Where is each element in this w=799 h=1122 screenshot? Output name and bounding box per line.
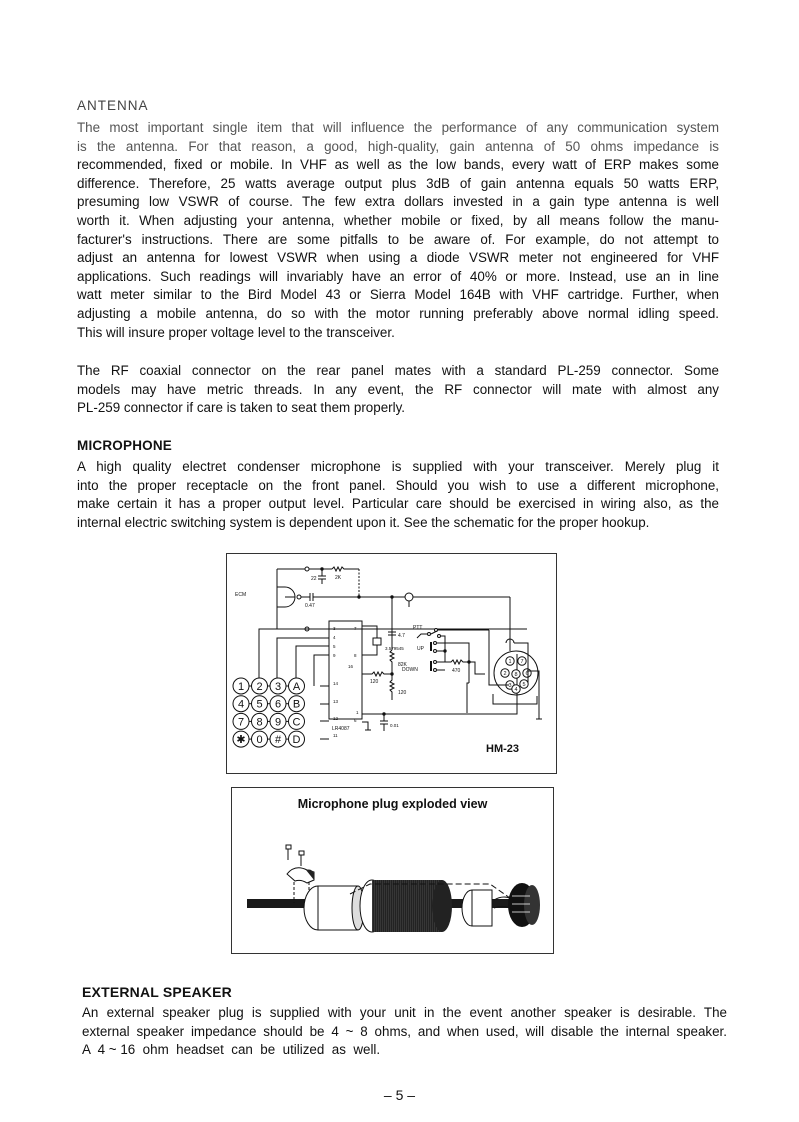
model-label: HM-23 <box>486 743 520 755</box>
keypad-key-label: C <box>292 716 301 729</box>
antenna-paragraph-2 <box>77 362 719 418</box>
text-line: applications. Such readings will invariably have an error of 40% or more. Instead, use an in line <box>77 268 719 284</box>
text-line: is the antenna. For that reason, a good, high-quality, gain antenna of 50 ohms impedance is <box>77 138 719 154</box>
microphone-heading: MICROPHONE <box>77 438 173 453</box>
text-line: adjust an antenna for lowest VSWR when using a diode VSWR meter not engineered for VHF <box>77 250 719 266</box>
text-line: presuming low VSWR of course. The few extra dollars invested in a gain type antenna is well <box>77 194 719 210</box>
svg-text:5: 5 <box>333 644 336 649</box>
svg-text:82K: 82K <box>398 662 407 668</box>
svg-text:PTT: PTT <box>413 625 423 631</box>
svg-text:11: 11 <box>333 733 338 738</box>
svg-text:12: 12 <box>333 716 339 721</box>
svg-text:6: 6 <box>354 718 357 723</box>
schematic-diagram <box>226 553 557 774</box>
svg-text:0.01: 0.01 <box>390 723 399 728</box>
text-line: A high quality electret condenser microphone is supplied with your transceiver. Merely plug it <box>77 459 719 474</box>
connector-pin-label: 5 <box>522 682 526 688</box>
page-number: – 5 – <box>383 1087 416 1103</box>
text-line: The RF coaxial connector on the rear panel mates with a standard PL-259 connector. Some <box>77 363 719 378</box>
text-line: difference. Therefore, 25 watts average output plus 3dB of gain antenna equals 50 watts ERP, <box>77 175 719 191</box>
dtmf-keypad <box>233 678 305 747</box>
keypad-key-label: 6 <box>274 698 282 711</box>
connector-pin-label: 2 <box>503 671 507 677</box>
svg-text:LR4087: LR4087 <box>332 726 350 732</box>
text-line: adjusting a mobile antenna, do so with the motor running preferably above normal idling speed. <box>77 305 719 321</box>
svg-text:14: 14 <box>333 681 339 686</box>
text-line: external speaker impedance should be 4 ~ 8 ohms, and when used, will disable the internal speaker. <box>82 1023 727 1039</box>
connector-pin-label: 6 <box>525 671 529 677</box>
svg-text:8: 8 <box>354 653 357 658</box>
text-line: models may have metric threads. In any event, the RF connector will mate with almost any <box>77 381 719 397</box>
svg-text:3.579545: 3.579545 <box>385 646 404 651</box>
svg-text:22: 22 <box>311 576 317 582</box>
text-line: PL-259 connector if care is taken to seat them properly. <box>77 400 405 416</box>
text-line: into the proper receptacle on the front panel. Should you wish to use a different microphone, <box>77 477 719 493</box>
antenna-heading: ANTENNA <box>77 98 149 113</box>
text-line: internal electric switching system is dependent upon it. See the schematic for the proper hookup. <box>77 514 650 530</box>
keypad-key-label: 0 <box>256 734 263 747</box>
connector-pin-label: 3 <box>508 683 512 689</box>
text-line: recommended, fixed or mobile. In VHF as well as the low bands, every watt of ERP makes some <box>77 157 719 173</box>
svg-text:4: 4 <box>333 635 336 640</box>
resistor-120a <box>362 672 392 676</box>
keypad-key-label: A <box>292 681 301 693</box>
svg-text:4.7: 4.7 <box>398 633 405 639</box>
svg-text:13: 13 <box>333 699 339 704</box>
svg-text:UP: UP <box>417 646 424 652</box>
svg-text:470: 470 <box>452 668 461 674</box>
keypad-key-label: 4 <box>237 698 245 711</box>
text-line: make certain it has a proper output level. Particular care should be exercised in wiring also, as the <box>77 496 719 512</box>
text-line: facturer's instructions. There are some pitfalls to be aware of. For example, do not attempt to <box>77 231 719 247</box>
keypad-key-label: 3 <box>274 681 282 693</box>
text-line: The most important single item that will influence the performance of any communication system <box>77 120 719 135</box>
keypad-key-label: 8 <box>256 716 263 729</box>
exploded-view-title: Microphone plug exploded view <box>297 797 488 811</box>
resistor-82k <box>390 650 394 674</box>
connector-pin-label: 1 <box>508 659 512 665</box>
keypad-key-label: # <box>274 734 282 747</box>
keypad-key-label: 5 <box>256 698 263 711</box>
external-speaker-heading: EXTERNAL SPEAKER <box>82 984 232 1000</box>
exploded-view-figure <box>231 787 554 954</box>
resistor-2k <box>332 567 359 571</box>
keypad-key-label: D <box>292 734 301 747</box>
svg-text:3: 3 <box>333 626 336 631</box>
text-line: A 4 ~ 16 ohm headset can be utilized as well. <box>82 1042 381 1058</box>
svg-text:DOWN: DOWN <box>402 667 418 673</box>
text-line: An external speaker plug is supplied with your unit in the event another speaker is desirable. The <box>82 1005 727 1020</box>
svg-text:0.47: 0.47 <box>305 603 315 609</box>
svg-text:120: 120 <box>398 690 407 696</box>
ecm-label: ECM <box>235 592 247 598</box>
antenna-paragraph-1 <box>77 119 719 342</box>
svg-text:2K: 2K <box>335 575 342 581</box>
svg-text:1: 1 <box>356 710 359 715</box>
keypad-key-label: 2 <box>256 681 263 693</box>
text-line: watt meter similar to the Bird Model 43 or Sierra Model 164B with VHF cartridge. Further, when <box>77 287 719 303</box>
connector-pin-label: 4 <box>514 687 518 693</box>
keypad-key-label: 1 <box>237 681 245 693</box>
plug-illustration <box>232 788 553 953</box>
connector-pin-label: 8 <box>514 672 518 678</box>
mic-connector <box>494 651 538 695</box>
resistor-120b <box>390 674 394 700</box>
svg-text:9: 9 <box>333 653 336 658</box>
connector-pin-label: 7 <box>520 659 524 665</box>
crystal <box>373 638 381 645</box>
external-speaker-paragraph <box>82 1004 727 1060</box>
keypad-key-label: ✱ <box>236 734 246 747</box>
keypad-key-label: 7 <box>237 716 245 729</box>
svg-text:120: 120 <box>370 679 379 685</box>
svg-text:7: 7 <box>354 626 357 631</box>
keypad-key-label: B <box>292 698 301 711</box>
text-line: This will insure proper voltage level to the transceiver. <box>77 324 395 340</box>
microphone-paragraph <box>77 458 719 532</box>
svg-text:16: 16 <box>348 664 354 669</box>
text-line: worth it. When adjusting your antenna, whether mobile or fixed, by all means follow the manu- <box>77 212 719 228</box>
keypad-key-label: 9 <box>274 716 282 729</box>
